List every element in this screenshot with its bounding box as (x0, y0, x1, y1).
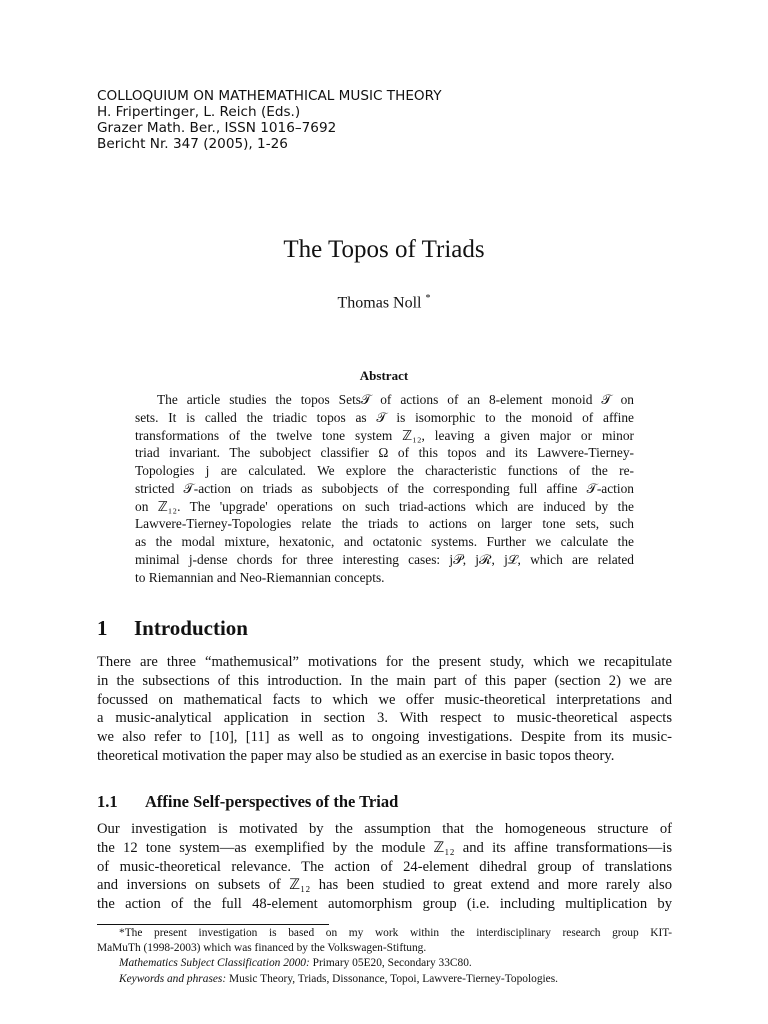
paragraph-line: There are three “mathemusical” motivations for the present study, which we recapitulate (97, 654, 672, 670)
paper-title: The Topos of Triads (283, 236, 485, 263)
msc-classification (97, 956, 672, 971)
series-title: COLLOQUIUM ON MATHEMATHICAL MUSIC THEORY (97, 88, 442, 104)
abstract-line: to Riemannian and Neo-Riemannian concepts. (135, 569, 385, 585)
subsection-heading-affine (97, 791, 398, 813)
abstract-line: triad invariant. The subobject classifier Ω of this topos and its Lawvere-Tierney- (135, 445, 634, 461)
paragraph-line: and inversions on subsets of ℤ₁₂ has been studied to great extend and more rarely also (97, 877, 672, 894)
paragraph-line: focussed on mathematical facts to which we offer music-theoretical interpretations and (97, 691, 672, 708)
abstract-line: transformations of the twelve tone system ℤ₁₂, leaving a given major or minor (135, 427, 634, 443)
paragraph-line: in the subsections of this introduction. In the main part of this paper (section 2) we are (97, 672, 672, 689)
footnote (97, 926, 672, 987)
abstract-line: stricted 𝒯-action on triads as subobjects of the corresponding full affine 𝒯-action (135, 480, 634, 496)
paragraph-line: theoretical motivation the paper may also be studied as an exercise in basic topos theory. (97, 747, 615, 764)
footnote-line: MaMuTh (1998-2003) which was financed by the Volkswagen-Stiftung. (97, 942, 427, 955)
author-name: Thomas Noll (337, 294, 422, 312)
abstract-line: Topologies j are calculated. We explore the characteristic functions of the re- (135, 463, 634, 478)
keywords (97, 972, 672, 987)
affine-paragraph (97, 820, 672, 914)
author-line (0, 289, 768, 313)
abstract-line: The article studies the topos Sets𝒯 of actions of an 8-element monoid 𝒯 on (157, 392, 634, 407)
abstract-line: sets. It is called the triadic topos as 𝒯 is isomorphic to the monoid of affine (135, 409, 634, 425)
footnote-rule (97, 924, 329, 925)
footnote-line: *The present investigation is based on my work within the interdisciplinary research group KIT- (119, 927, 672, 939)
abstract-body (135, 391, 634, 586)
abstract-line: minimal j-dense chords for three interesting cases: j𝒫, jℛ, jℒ, which are related (135, 551, 634, 567)
section-number: 1 (97, 616, 108, 640)
paragraph-line: we also refer to [10], [11] as well as to ongoing investigations. Despite from its music- (97, 729, 672, 746)
section-title: Introduction (134, 616, 248, 640)
msc-value: Primary 05E20, Secondary 33C80. (312, 957, 472, 970)
paragraph-line: a music-analytical application in section 3. With respect to music-theoretical aspects (97, 710, 672, 727)
paragraph-line: the action of the full 48-element automorphism group (i.e. including multiplication by (97, 896, 672, 913)
series-header (97, 88, 442, 152)
paragraph-line: of music-theoretical relevance. The action of 24-element dihedral group of translations (97, 858, 672, 875)
abstract-line: as the modal mixture, hexatonic, and octatonic systems. Further we calculate the (135, 534, 634, 549)
keywords-label: Keywords and phrases: (119, 972, 227, 985)
section-heading-introduction (97, 614, 248, 642)
series-editors: H. Fripertinger, L. Reich (Eds.) (97, 104, 301, 120)
abstract-line: Lawvere-Tierney-Topologies relate the triads to actions on larger tone sets, such (135, 516, 634, 532)
subsection-number: 1.1 (97, 792, 118, 811)
author-footnote-mark: * (425, 293, 431, 304)
msc-label: Mathematics Subject Classification 2000: (119, 957, 310, 970)
abstract-heading: Abstract (359, 368, 409, 383)
abstract-line: on ℤ₁₂. The 'upgrade' operations on such triad-actions which are induced by the (135, 498, 634, 514)
paragraph-line: Our investigation is motivated by the assumption that the homogeneous structure of (97, 821, 672, 837)
series-journal: Grazer Math. Ber., ISSN 1016–7692 (97, 120, 337, 136)
keywords-value: Music Theory, Triads, Dissonance, Topoi, Lawvere-Tierney-Topologies. (229, 972, 559, 985)
subsection-title: Affine Self-perspectives of the Triad (145, 792, 399, 811)
introduction-paragraph (97, 653, 672, 766)
paragraph-line: the 12 tone system—as exemplified by the module ℤ₁₂ and its affine transformations—is (97, 839, 672, 856)
series-report: Bericht Nr. 347 (2005), 1-26 (97, 136, 288, 152)
